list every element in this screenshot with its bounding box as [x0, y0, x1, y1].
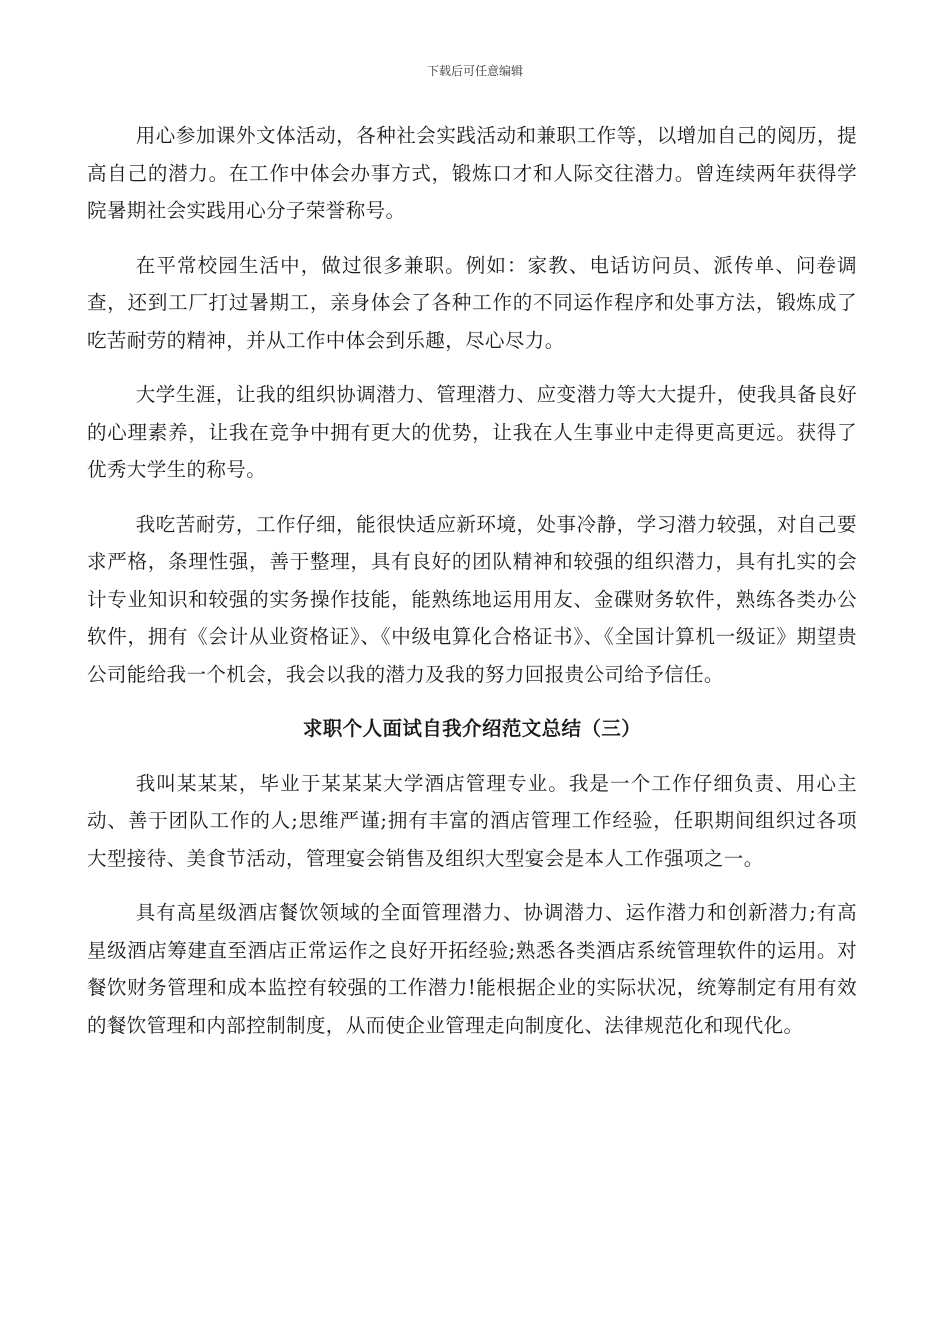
paragraph: 具有高星级酒店餐饮领域的全面管理潜力、协调潜力、运作潜力和创新潜力;有高星级酒店筹建直至酒店正常运作之良好开拓经验;熟悉各类酒店系统管理软件的运用。对餐饮财务管理和成本监控有较强的工作潜力!能根据企业的实际状况，统筹制定有用有效的餐饮管理和内部控制制度，从而使企业管理走向制度化、法律规范化和现代化。 — [87, 901, 857, 1037]
paragraph: 在平常校园生活中，做过很多兼职。例如：家教、电话访问员、派传单、问卷调查，还到工厂打过暑期工，亲身体会了各种工作的不同运作程序和处事方法，锻炼成了吃苦耐劳的精神，并从工作中体会到乐趣，尽心尽力。 — [87, 253, 857, 352]
section-title: 求职个人面试自我介绍范文总结（三） — [302, 717, 642, 740]
paragraph: 用心参加课外文体活动，各种社会实践活动和兼职工作等，以增加自己的阅历，提高自己的潜力。在工作中体会办事方式，锻炼口才和人际交往潜力。曾连续两年获得学院暑期社会实践用心分子荣誉称号。 — [87, 124, 857, 222]
document-body — [87, 117, 857, 1061]
paragraph: 我吃苦耐劳，工作仔细，能很快适应新环境，处事冷静，学习潜力较强，对自己要求严格，条理性强，善于整理，具有良好的团队精神和较强的组织潜力，具有扎实的会计专业知识和较强的实务操作技能，能熟练地运用用友、金碟财务软件，熟练各类办公软件，拥有《会计从业资格证》、《中级电算化合格证书》、《全国计算机一级证》期望贵公司能给我一个机会，我会以我的潜力及我的努力回报贵公司给予信任。 — [87, 512, 857, 686]
paragraph: 我叫某某某，毕业于某某某大学酒店管理专业。我是一个工作仔细负责、用心主动、善于团队工作的人;思维严谨;拥有丰富的酒店管理工作经验，任职期间组织过各项大型接待、美食节活动，管理宴会销售及组织大型宴会是本人工作强项之一。 — [87, 771, 857, 870]
page-header: 下载后可任意编辑 — [426, 64, 523, 78]
paragraph: 大学生涯，让我的组织协调潜力、管理潜力、应变潜力等大大提升，使我具备良好的心理素养，让我在竞争中拥有更大的优势，让我在人生事业中走得更高更远。获得了优秀大学生的称号。 — [87, 383, 857, 481]
